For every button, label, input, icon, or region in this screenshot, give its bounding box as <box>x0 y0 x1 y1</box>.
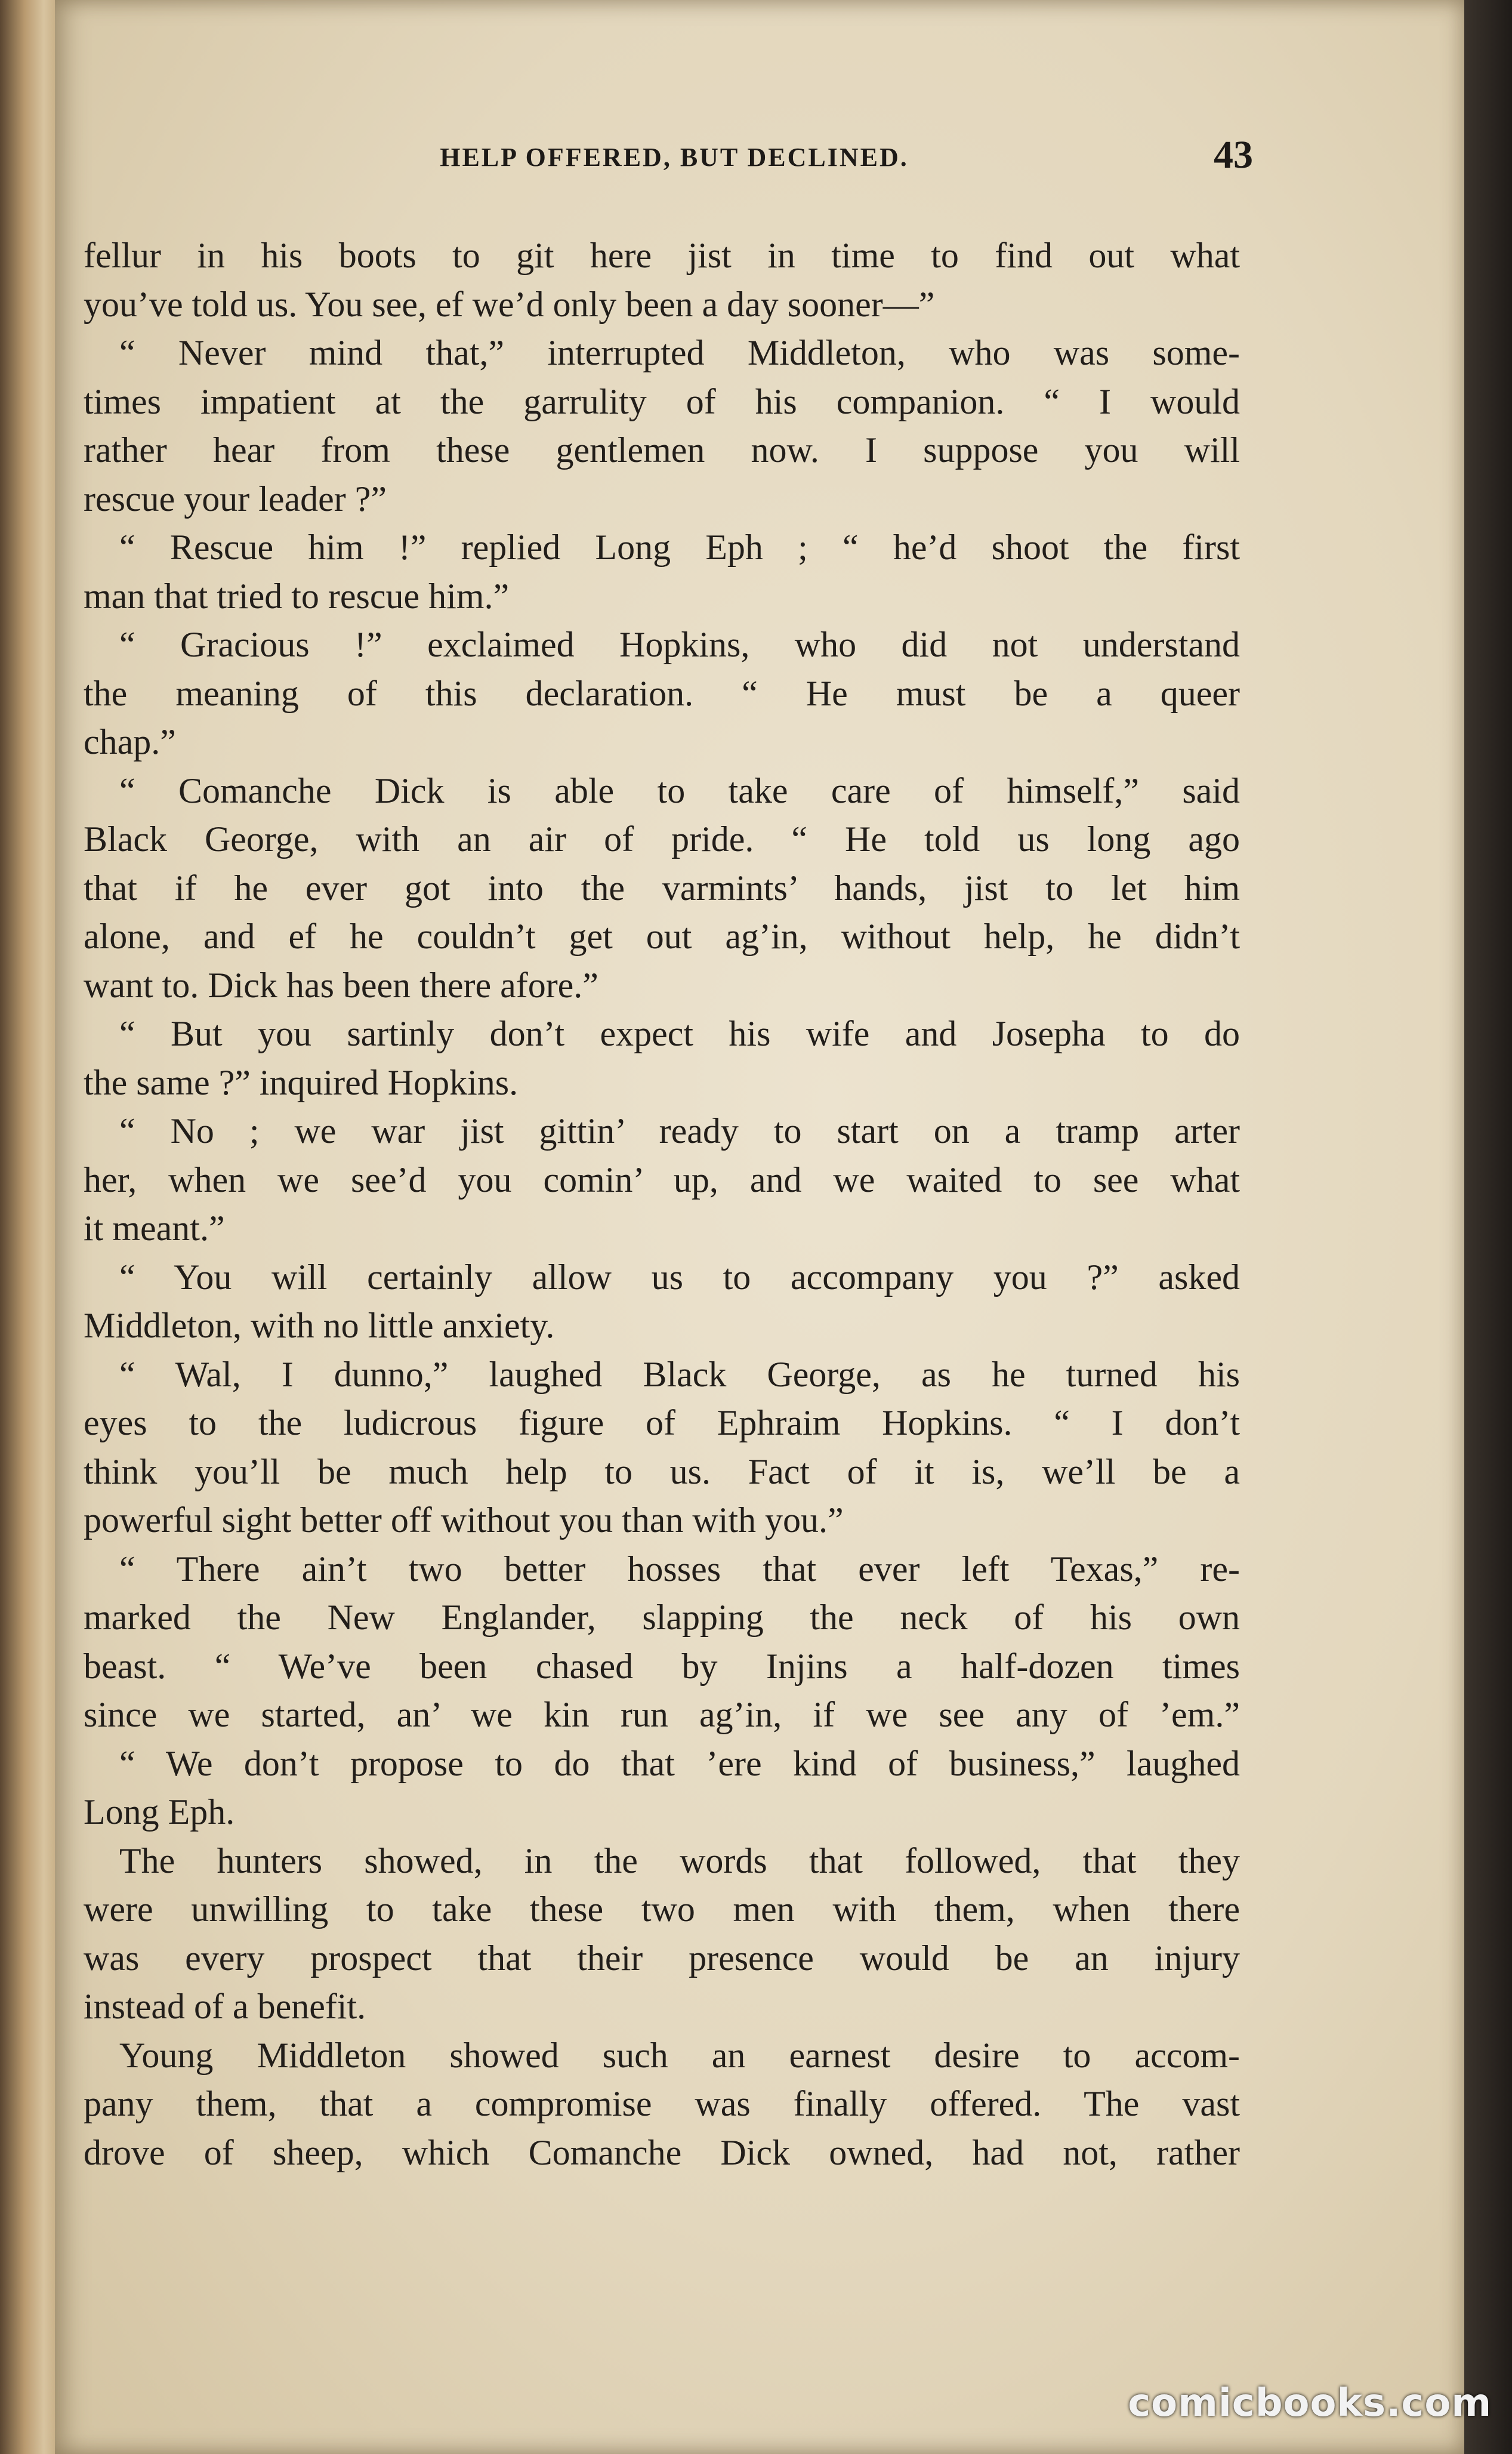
text-line: eyes to the ludicrous figure of Ephraim Hopkins. “ I don’t <box>84 1403 1240 1442</box>
text-line: you’ve told us. You see, ef we’d only been a day sooner—” <box>84 284 935 324</box>
text-line: beast. “ We’ve been chased by Injins a half-dozen times <box>84 1646 1240 1686</box>
text-line: alone, and ef he couldn’t get out ag’in, without help, he didn’t <box>84 917 1240 956</box>
text-line: “ No ; we war jist gittin’ ready to start on a tramp arter <box>119 1111 1240 1151</box>
text-line: chap.” <box>84 722 176 762</box>
running-head: HELP OFFERED, BUT DECLINED. <box>440 143 909 172</box>
text-line: fellur in his boots to git here jist in time to find out what <box>84 236 1240 275</box>
text-line: “ But you sartinly don’t expect his wife and Josepha to do <box>119 1014 1240 1053</box>
text-line: want to. Dick has been there afore.” <box>84 965 598 1005</box>
text-line: Black George, with an air of pride. “ He told us long ago <box>84 819 1240 859</box>
text-line: drove of sheep, which Comanche Dick owned, had not, rather <box>84 2132 1240 2172</box>
text-line: it meant.” <box>84 1208 225 1248</box>
text-line: The hunters showed, in the words that followed, that they <box>119 1840 1240 1880</box>
page-number: 43 <box>1214 133 1253 177</box>
text-line: rather hear from these gentlemen now. I suppose you will <box>84 430 1240 470</box>
text-line: the same ?” inquired Hopkins. <box>84 1062 519 1102</box>
text-line: pany them, that a compromise was finally offered. The vast <box>84 2084 1240 2123</box>
text-line: were unwilling to take these two men with them, when there <box>84 1889 1240 1929</box>
text-line: man that tried to rescue him.” <box>84 576 510 616</box>
text-line: marked the New Englander, slapping the neck of his own <box>84 1598 1240 1637</box>
text-line: the meaning of this declaration. “ He must be a queer <box>84 673 1240 713</box>
text-line: “ You will certainly allow us to accompany you ?” asked <box>119 1257 1240 1297</box>
text-line: think you’ll be much help to us. Fact of it is, we’ll be a <box>84 1451 1240 1491</box>
text-line: rescue your leader ?” <box>84 479 387 519</box>
text-line: Long Eph. <box>84 1792 235 1832</box>
text-line: since we started, an’ we kin run ag’in, if we see any of ’em.” <box>84 1695 1240 1734</box>
text-line: powerful sight better off without you than with you.” <box>84 1500 844 1540</box>
text-line: “ We don’t propose to do that ’ere kind of business,” laughed <box>119 1743 1240 1783</box>
text-line: that if he ever got into the varmints’ hands, jist to let him <box>84 868 1240 908</box>
site-watermark: comicbooks.com <box>1128 2381 1492 2425</box>
text-line: “ There ain’t two better hosses that ever left Texas,” re- <box>119 1549 1240 1589</box>
book-spine <box>0 0 55 2454</box>
page-edge-shadow <box>1464 0 1512 2454</box>
text-line: times impatient at the garrulity of his companion. “ I would <box>84 381 1240 421</box>
text-line: Young Middleton showed such an earnest desire to accom- <box>119 2035 1240 2075</box>
text-line: her, when we see’d you comin’ up, and we waited to see what <box>84 1160 1240 1200</box>
text-line: instead of a benefit. <box>84 1987 366 2026</box>
text-line: Middleton, with no little anxiety. <box>84 1306 555 1345</box>
text-line: was every prospect that their presence would be an injury <box>84 1938 1240 1978</box>
text-line: “ Gracious !” exclaimed Hopkins, who did not understand <box>119 625 1240 664</box>
text-line: “ Never mind that,” interrupted Middleton, who was some- <box>119 333 1240 372</box>
text-line: “ Wal, I dunno,” laughed Black George, as he turned his <box>119 1354 1240 1394</box>
body-text <box>84 232 1240 2177</box>
text-line: “ Comanche Dick is able to take care of himself,” said <box>119 770 1240 810</box>
text-line: “ Rescue him !” replied Long Eph ; “ he’d shoot the first <box>119 528 1240 567</box>
